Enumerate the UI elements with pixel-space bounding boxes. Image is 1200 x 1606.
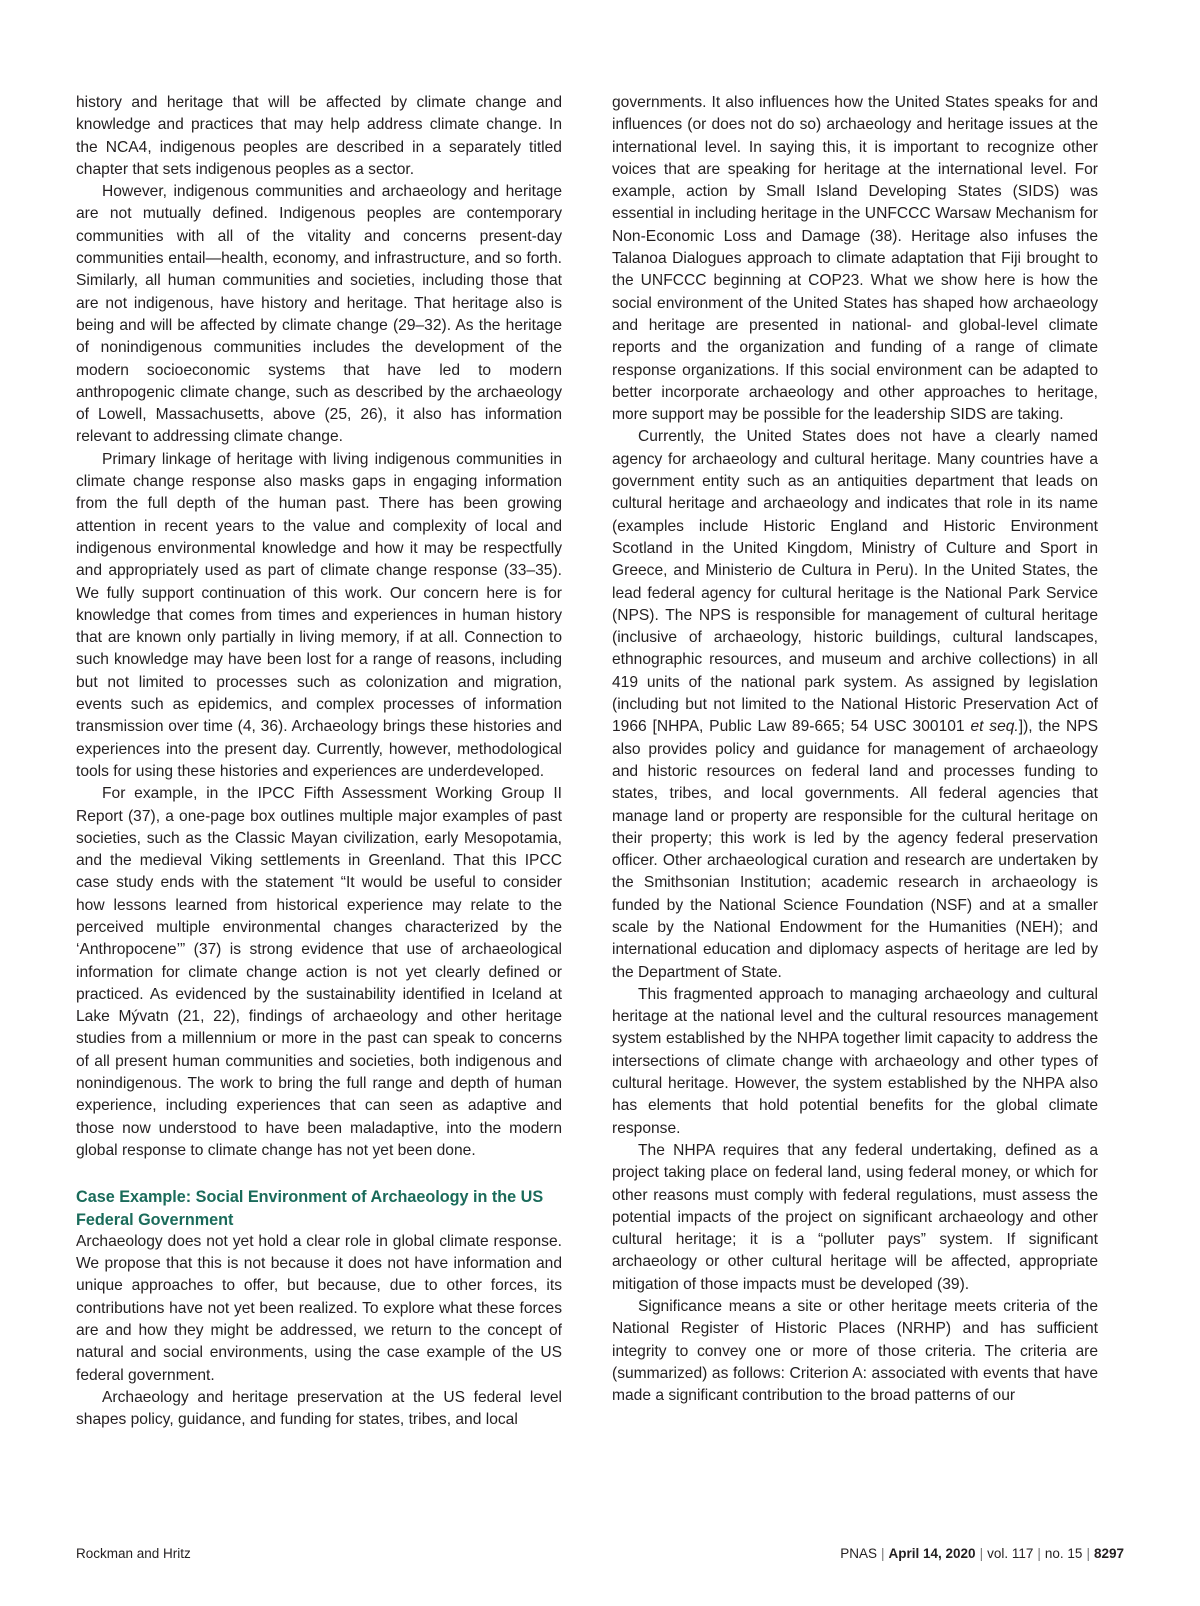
right-paragraph-3: This fragmented approach to managing archaeology and cultural heritage at the national level and the cultural resources management system established by the NHPA together limit capacity to address the intersections of climate change with archaeology and other types of cultural heritage. However, the system established by the NHPA also has elements that hold potential benefits for the global climate response. [612, 985, 1098, 1137]
footer-separator: | [979, 1546, 984, 1561]
left-paragraph-4: For example, in the IPCC Fifth Assessment Working Group II Report (37), a one-page box outlines multiple major examples of past societies, such as the Classic Mayan civilization, early Mesopotamia, and the medieval Viking settlements in Greenland. That this IPCC case study ends with the statement “It would be useful to consider how lessons learned from historical experience may relate to the perceived multiple environmental changes characterized by the ‘Anthropocene’” (37) is strong evidence that use of archaeological information for climate change action is not yet clearly defined or practiced. As evidenced by the sustainability identified in Iceland at Lake Mývatn (21, 22), findings of archaeology and other heritage studies from a millennium or more in the past can speak to concerns of all present human communities and societies, both indigenous and nonindigenous. The work to bring the full range and depth of human experience, including experiences that can seen as adaptive and those now understood to have been maladaptive, into the modern global response to climate change has not yet been done. [76, 785, 562, 1159]
left-paragraph-5: Archaeology does not yet hold a clear role in global climate response. We propose that this is not because it does not have information and unique approaches to offer, but because, due to other forces, its contributions have not yet been realized. To explore what these forces are and how they might be addressed, we return to the concept of natural and social environments, using the case example of the US federal government. [76, 1232, 562, 1384]
right-paragraph-2-text-a: Currently, the United States does not have a clearly named agency for archaeology and cultural heritage. Many countries have a government entity such as an antiquities department that leads on cultural heritage and archaeology and indicates that role in its name (examples include Historic England and Historic Environment Scotland in the United Kingdom, Ministry of Culture and Sport in Greece, and Ministerio de Cultura in Peru). In the United States, the lead federal agency for cultural heritage is the National Park Service (NPS). The NPS is responsible for management of cultural heritage (inclusive of archaeology, historic buildings, cultural landscapes, ethnographic resources, and museum and archive collections) in all 419 units of the national park system. As assigned by legislation (including but not limited to the National Historic Preservation Act of 1966 [NHPA, Public Law 89-665; 54 USC 300101 [612, 428, 1098, 736]
footer-separator: | [1086, 1546, 1090, 1561]
right-paragraph-5: Significance means a site or other heritage meets criteria of the National Register of Historic Places (NRHP) and has sufficient integrity to convey one or more of those criteria. The criteria are (summarized) as follows: Criterion A: associated with events that have made a significant contribution to the broad patterns of our [612, 1298, 1098, 1405]
left-paragraph-6: Archaeology and heritage preservation at the US federal level shapes policy, guidance, and funding for states, tribes, and local [76, 1388, 562, 1429]
right-paragraph-4: The NHPA requires that any federal undertaking, defined as a project taking place on federal land, using federal money, or which for other reasons must comply with federal regulations, must assess the potential impacts of the project on significant archaeology and other cultural heritage; it is a “polluter pays” system. If significant archaeology or other cultural heritage will be affected, appropriate mitigation of those impacts must be developed (39). [612, 1141, 1098, 1293]
right-paragraph-1: governments. It also influences how the United States speaks for and influences (or does not do so) archaeology and heritage issues at the international level. In saying this, it is important to recognize other voices that are speaking for heritage at the international level. For example, action by Small Island Developing States (SIDS) was essential in including heritage in the UNFCCC Warsaw Mechanism for Non-Economic Loss and Damage (38). Heritage also infuses the Talanoa Dialogues approach to climate adaptation that Fiji brought to the UNFCCC beginning at COP23. What we show here is how the social environment of the United States has shaped how archaeology and heritage are presented in national- and global-level climate reports and the organization and funding of a range of climate response organizations. If this social environment can be adapted to better incorporate archaeology and other approaches to heritage, more support may be possible for the leadership SIDS are taking. [612, 94, 1098, 424]
footer-volume: vol. 117 [987, 1546, 1034, 1561]
et-seq-italic: et seq. [970, 718, 1019, 736]
section-heading: Case Example: Social Environment of Archaeology in the US Federal Government [76, 1188, 544, 1229]
right-column [612, 92, 1098, 1408]
footer-separator: | [1037, 1546, 1041, 1561]
left-paragraph-1: history and heritage that will be affected by climate change and knowledge and practices that may help address climate change. In the NCA4, indigenous peoples are described in a separately titled chapter that sets indigenous peoples as a sector. [76, 94, 562, 178]
left-paragraph-3: Primary linkage of heritage with living indigenous communities in climate change response also masks gaps in engaging information from the full depth of the human past. There has been growing attention in recent years to the value and complexity of local and indigenous environmental knowledge and how it may be respectfully and appropriately used as part of climate change response (33–35). We fully support continuation of this work. Our concern here is for knowledge that comes from times and experiences in human history that are known only partially in living memory, if at all. Connection to such knowledge may have been lost for a range of reasons, including but not limited to processes such as colonization and migration, events such as epidemics, and complex processes of information transmission over time (4, 36). Archaeology brings these histories and experiences into the present day. Currently, however, methodological tools for using these histories and experiences are underdeveloped. [76, 450, 562, 780]
footer-page-number: 8297 [1093, 1546, 1124, 1561]
footer-authors: Rockman and Hritz [76, 1546, 191, 1561]
footer-date: April 14, 2020 [888, 1546, 976, 1561]
footer-issue: no. 15 [1044, 1546, 1083, 1561]
left-paragraph-2: However, indigenous communities and archaeology and heritage are not mutually defined. Indigenous peoples are contemporary communities with all of the vitality and concerns present-day communities entail—health, economy, and infrastructure, and so forth. Similarly, all human communities and societies, including those that are not indigenous, have history and heritage. That heritage also is being and will be affected by climate change (29–32). As the heritage of nonindigenous communities includes the development of the modern socioeconomic systems that have led to modern anthropogenic climate change, such as described by the archaeology of Lowell, Massachusetts, above (25, 26), it also has information relevant to addressing climate change. [76, 183, 562, 446]
right-paragraph-2 [612, 426, 1098, 983]
footer-citation [840, 1546, 1124, 1561]
left-column [76, 92, 562, 1432]
footer-separator: | [881, 1546, 885, 1561]
right-paragraph-2-text-b: ]), the NPS also provides policy and guidance for management of archaeology and historic resources on federal land and processes funding to states, tribes, and local governments. All federal agencies that manage land or property are responsible for the cultural heritage on their property; this work is led by the agency federal preservation officer. Other archaeological curation and research are undertaken by the Smithsonian Institution; academic research in archaeology is funded by the National Science Foundation (NSF) and at a smaller scale by the National Endowment for the Humanities (NEH); and international education and diplomacy aspects of heritage are led by the Department of State. [612, 718, 1099, 981]
footer-journal: PNAS [840, 1546, 877, 1561]
